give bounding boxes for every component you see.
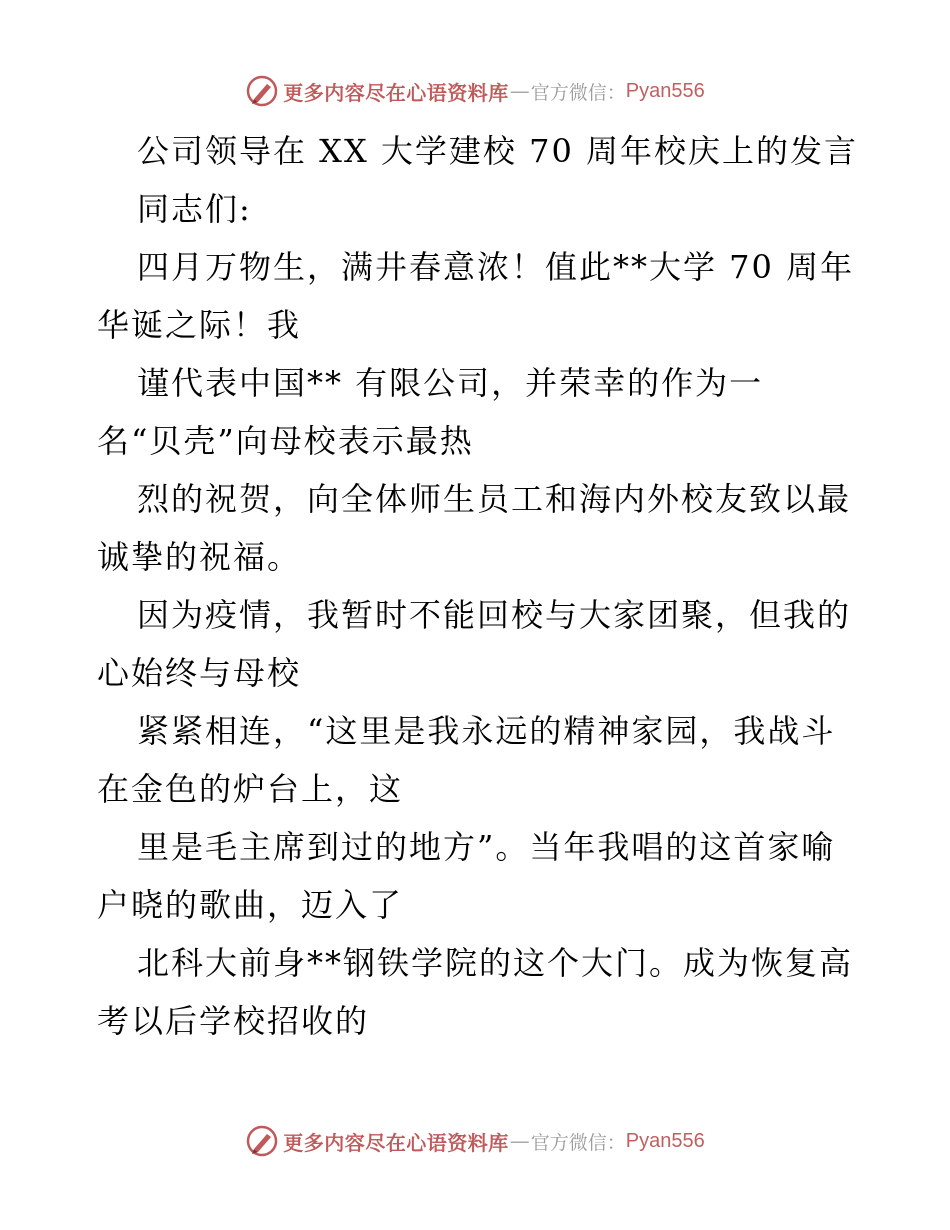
footer-watermark: [0, 1121, 950, 1161]
paragraph-line: 里是毛主席到过的地方”。当年我唱的这首家喻: [137, 828, 836, 866]
watermark-dash: —: [509, 79, 530, 103]
watermark-official-label: 官方微信：: [530, 1131, 626, 1154]
paragraph-line: 烈的祝贺，向全体师生员工和海内外校友致以最: [137, 480, 852, 518]
paragraph-line: 诚挚的祝福。: [97, 538, 302, 576]
paragraph-line: 考以后学校招收的: [97, 1002, 370, 1040]
paragraph-line: 谨代表中国** 有限公司，并荣幸的作为一: [137, 364, 764, 402]
paragraph-line: 在金色的炉台上，这: [97, 770, 404, 808]
watermark-brand: 更多内容尽在心语资料库: [283, 80, 509, 105]
salutation: 同志们:: [137, 190, 252, 228]
watermark-brand: 更多内容尽在心语资料库: [283, 1130, 509, 1155]
paragraph-line: 紧紧相连，“这里是我永远的精神家园，我战斗: [137, 712, 836, 750]
watermark-dash: —: [509, 1129, 530, 1153]
paragraph-line: 户晓的歌曲，迈入了: [97, 886, 404, 924]
watermark-wechat-id: Pyan556: [625, 79, 705, 102]
pen-logo-icon: [245, 74, 279, 108]
paragraph-line: 心始终与母校: [97, 654, 302, 692]
paragraph-line: 四月万物生，满井春意浓！值此**大学 70 周年: [137, 248, 855, 286]
document-body: [97, 122, 867, 1050]
watermark-wechat-id: Pyan556: [625, 1129, 705, 1152]
header-watermark: [0, 71, 950, 111]
paragraph-line: 名“贝壳”向母校表示最热: [97, 422, 474, 460]
document-title: 公司领导在 XX 大学建校 70 周年校庆上的发言: [137, 132, 858, 170]
pen-logo-icon: [245, 1124, 279, 1158]
paragraph-line: 华诞之际！我: [97, 306, 302, 344]
watermark-official-label: 官方微信：: [530, 81, 626, 104]
paragraph-line: 因为疫情，我暂时不能回校与大家团聚，但我的: [137, 596, 852, 634]
paragraph-line: 北科大前身**钢铁学院的这个大门。成为恢复高: [137, 944, 854, 982]
